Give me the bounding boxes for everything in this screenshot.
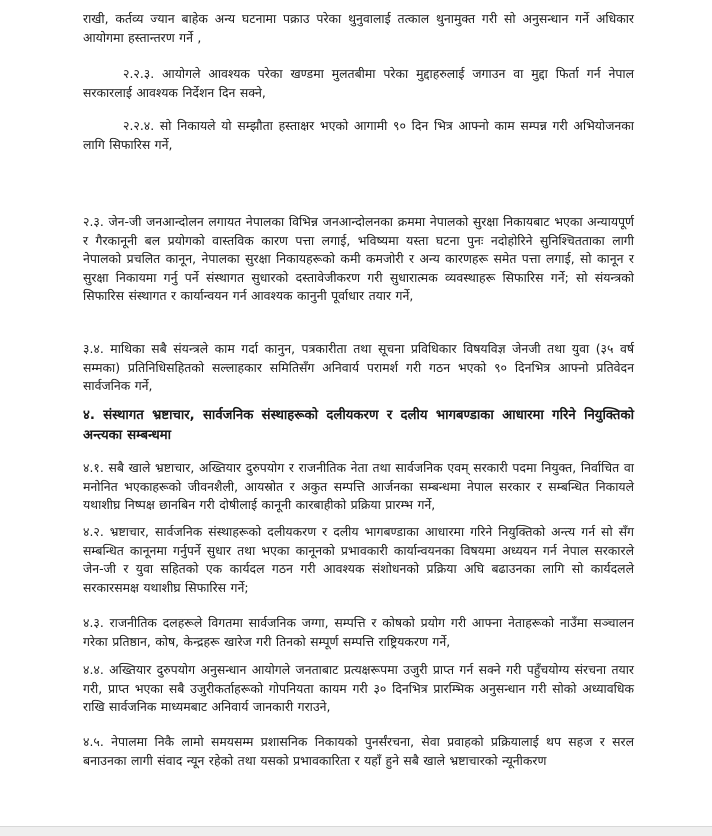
paragraph-2-2-1-continuation: राखी, कर्तव्य ज्यान बाहेक अन्य घटनामा पक्राउ परेका थुनुवालाई तत्काल थुनामुक्त गरी सो अनुसन्धान गर्ने अधिकार आयोगमा हस्तान्तरण गर्ने , [83, 11, 634, 45]
section-heading-4: ४. संस्थागत भ्रष्टाचार, सार्वजनिक संस्थाहरूको दलीयकरण र दलीय भागबण्डाका आधारमा गरिने नियुक्तिको अन्त्यका सम्बन्धमा [83, 408, 634, 443]
paragraph-2-2-4: २.२.४. सो निकायले यो सम्झौता हस्ताक्षर भएको आगामी ९० दिन भित्र आफ्नो काम सम्पन्न गरी अभियोजनका लागि सिफारिस गर्ने, [83, 118, 634, 152]
paragraph-4-4: ४.४. अख्तियार दुरुपयोग अनुसन्धान आयोगले जनताबाट प्रत्यक्षरूपमा उजुरी प्राप्त गर्न सक्ने गरी पहुँचयोग्य संरचना तयार गरी, प्राप्त भएका सबै उजुरीकर्ताहरूको गोपनियता कायम गरी ३० दिनभित्र प्रारम्भिक अनुसन्धान गरी सोको अध्यावधिक राखि सार्वजनिक माध्यमबाट अनिवार्य जानकारी गराउने, [83, 662, 634, 714]
paragraph-4-1: ४.१. सबै खाले भ्रष्टाचार, अख्तियार दुरुपयोग र राजनीतिक नेता तथा सार्वजनिक एवम् सरकारी पदमा नियुक्त, निर्वाचित वा मनोनित भएकाहरूको जीवनशैली, आयस्रोत र अकुत सम्पत्ति आर्जनका सम्बन्धमा नेपाल सरकार र सम्बन्धित निकायले यथाशीघ्र निष्पक्ष छानबिन गरी दोषीलाई कानूनी कारबाहीको प्रक्रिया प्रारम्भ गर्ने, [83, 460, 634, 512]
paragraph-4-2: ४.२. भ्रष्टाचार, सार्वजनिक संस्थाहरूको दलीयकरण र दलीय भागबण्डाका आधारमा गरिने नियुक्तिको अन्त्य गर्न सो सँग सम्बन्धित कानूनमा गर्नुपर्ने सुधार तथा भएका कानूनको प्रभावकारी कार्यान्वयनका विषयमा अध्ययन गर्न नेपाल सरकारले जेन-जी र युवा सहितको एक कार्यदल गठन गरी आवश्यक संशोधनको प्रक्रिया अघि बढाउनका लागि सो कार्यदलले सरकारसमक्ष यथाशीघ्र सिफारिस गर्ने; [83, 524, 634, 595]
paragraph-2-3: २.३. जेन-जी जनआन्दोलन लगायत नेपालका विभिन्न जनआन्दोलनका क्रममा नेपालको सुरक्षा निकायबाट भएका अन्यायपूर्ण र गैरकानूनी बल प्रयोगको वास्तविक कारण पत्ता लगाई, भविष्यमा यस्ता घटना पुनः नदोहोरिने सुनिश्चितताका लागी नेपालको प्रचलित कानून, नेपालका सुरक्षा निकायहरूको कमी कमजोरी र अन्य कारणहरू समेत पत्ता लगाई, सो कानून र सुरक्षा निकायमा गर्नु पर्ने संस्थागत सुधारको दस्तावेजीकरण गरी सुधारात्मक व्यवस्थाहरू सिफारिस गर्ने; सो संयन्त्रको सिफारिस संस्थागत र कार्यान्वयन गर्न आवश्यक कानुनी पूर्वाधार तयार गर्ने, [83, 214, 634, 303]
paragraph-3-4: ३.४. माथिका सबै संयन्त्रले काम गर्दा कानुन, पत्रकारीता तथा सूचना प्रविधिकार विषयविज्ञ जेनजी तथा युवा (३५ वर्ष सम्मका) प्रतिनिधिसहितको सल्लाहकार समितिसँग अनिवार्य परामर्श गरी गठन भएको ९० दिनभित्र आफ्नो प्रतिवेदन सार्वजनिक गर्ने, [83, 341, 634, 393]
paragraph-4-3: ४.३. राजनीतिक दलहरूले विगतमा सार्वजनिक जग्गा, सम्पत्ति र कोषको प्रयोग गरी आफ्ना नेताहरूको नाउँमा सञ्चालन गरेका प्रतिष्ठान, कोष, केन्द्रहरू खारेज गरी तिनको सम्पूर्ण सम्पत्ति राष्ट्रियकरण गर्ने, [83, 615, 634, 649]
paragraph-4-5: ४.५. नेपालमा निकै लामो समयसम्म प्रशासनिक निकायको पुनर्संरचना, सेवा प्रवाहको प्रक्रियालाई थप सहज र सरल बनाउनका लागी संवाद न्यून रहेको तथा यसको प्रभावकारिता र यहाँ हुने सबै खाले भ्रष्टाचारको न्यूनीकरण [83, 734, 634, 768]
paragraph-2-2-3: २.२.३. आयोगले आवश्यक परेका खण्डमा मुलतबीमा परेका मुद्दाहरुलाई जगाउन वा मुद्दा फिर्ता गर्न नेपाल सरकारलाई आवश्यक निर्देशन दिन सक्ने, [83, 66, 634, 100]
